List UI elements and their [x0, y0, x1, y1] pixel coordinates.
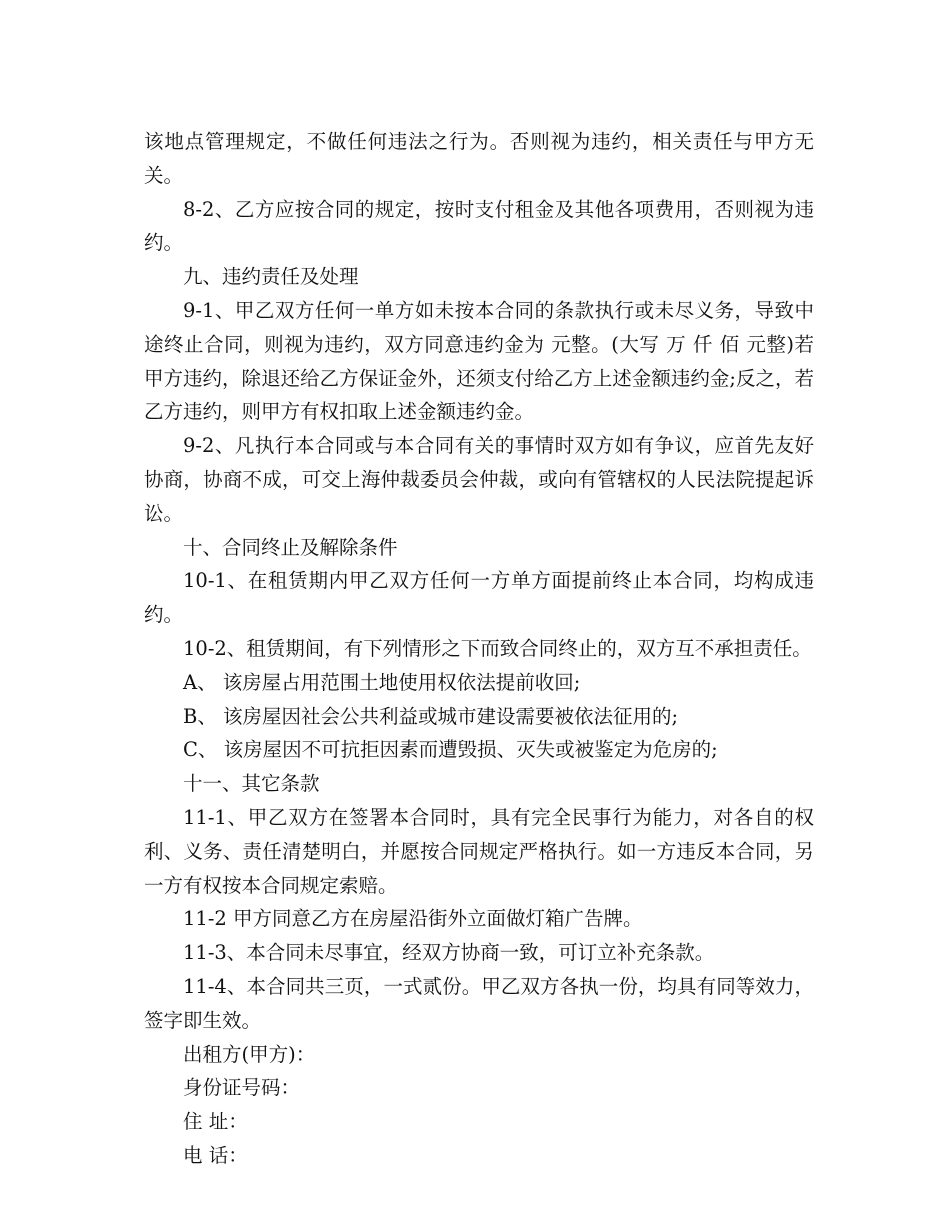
clause-11-1: 11-1、甲乙双方在签署本合同时，具有完全民事行为能力，对各自的权利、义务、责任清楚明白，并愿按合同规定严格执行。如一方违反本合同，另一方有权按本合同规定索赔。 — [144, 805, 814, 897]
clause-10-2: 10-2、租赁期间，有下列情形之下而致合同终止的，双方互不承担责任。 — [183, 636, 812, 660]
signature-id-number-label: 身份证号码： — [183, 1076, 301, 1100]
clause-11-3: 11-3、本合同未尽事宜，经双方协商一致，可订立补充条款。 — [183, 941, 715, 965]
document-body — [144, 125, 814, 1173]
condition-b: B、 该房屋因社会公共利益或城市建设需要被依法征用的; — [183, 704, 679, 728]
signature-address-label: 住 址： — [183, 1110, 248, 1134]
section-heading-10: 十、合同终止及解除条件 — [183, 535, 398, 559]
section-heading-9: 九、违约责任及处理 — [183, 265, 359, 289]
condition-c: C、 该房屋因不可抗拒因素而遭毁损、灭失或被鉴定为危房的; — [183, 738, 718, 762]
clause-9-1: 9-1、甲乙双方任何一单方如未按本合同的条款执行或未尽义务，导致中途终止合同，则视为违约，双方同意违约金为 元整。(大写 万 仟 佰 元整)若甲方违约，除退还给乙方保证金外，还须支付给乙方上述金额违约金;反之，若乙方违约，则甲方有权扣取上述金额违约金。 — [144, 298, 814, 424]
clause-8-2: 8-2、乙方应按合同的规定，按时支付租金及其他各项费用，否则视为违约。 — [144, 197, 814, 255]
clause-9-2: 9-2、凡执行本合同或与本合同有关的事情时双方如有争议，应首先友好协商，协商不成，可交上海仲裁委员会仲裁，或向有管辖权的人民法院提起诉讼。 — [144, 434, 814, 525]
clause-10-1: 10-1、在租赁期内甲乙双方任何一方单方面提前终止本合同，均构成违约。 — [144, 569, 814, 627]
paragraph-continuation: 该地点管理规定，不做任何违法之行为。否则视为违约，相关责任与甲方无关。 — [144, 130, 814, 187]
clause-11-4: 11-4、本合同共三页，一式贰份。甲乙双方各执一份，均具有同等效力，签字即生效。 — [144, 974, 814, 1032]
section-heading-11: 十一、其它条款 — [183, 772, 320, 796]
condition-a: A、 该房屋占用范围土地使用权依法提前收回; — [183, 670, 581, 694]
signature-phone-label: 电 话： — [183, 1143, 248, 1167]
signature-lessor-label: 出租方(甲方)： — [183, 1042, 316, 1066]
clause-11-2: 11-2 甲方同意乙方在房屋沿街外立面做灯箱广告牌。 — [183, 907, 643, 931]
